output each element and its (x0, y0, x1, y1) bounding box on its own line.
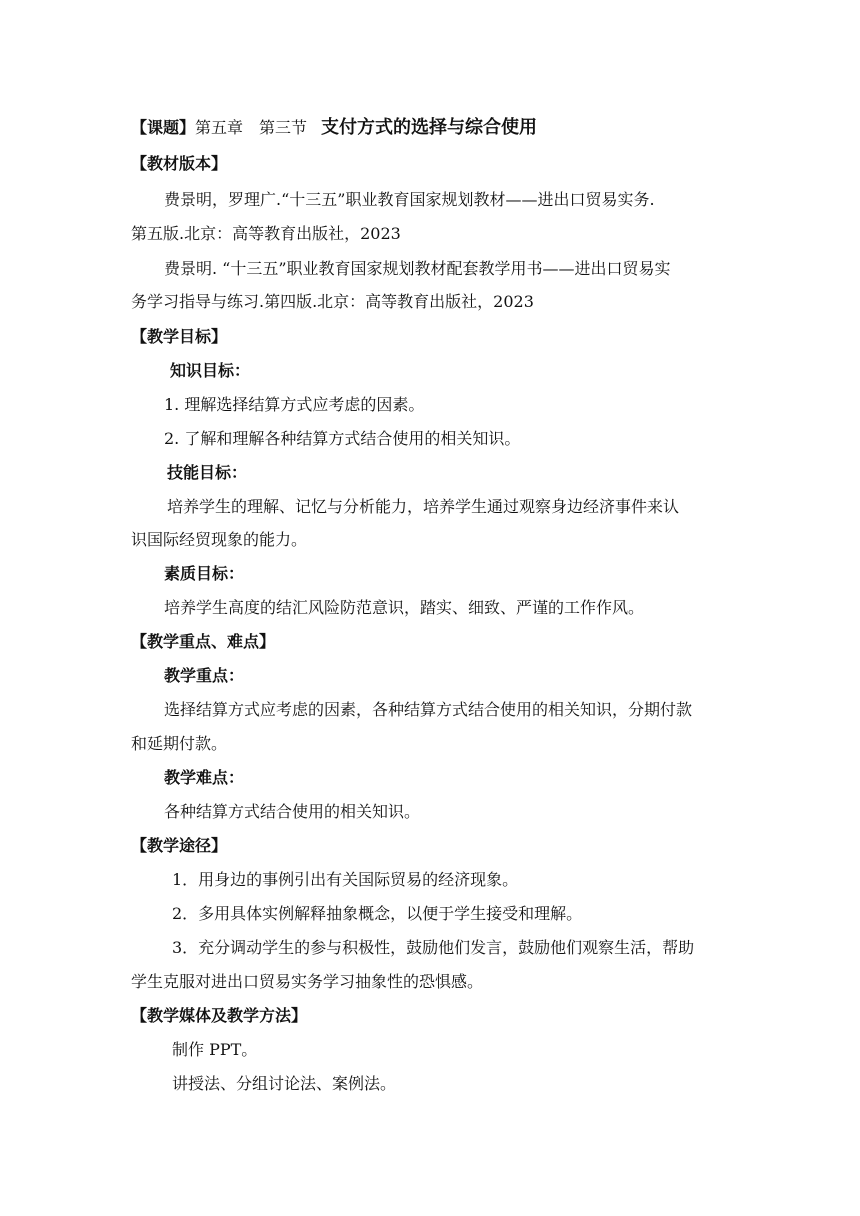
section-heading-textbook: 【教材版本】 (131, 154, 228, 173)
approach-item-line1: 3．充分调动学生的参与积极性，鼓励他们发言，鼓励他们观察生活，帮助 (172, 938, 695, 957)
textbook-ref2-line2: 务学习指导与练习.第四版.北京：高等教育出版社，2023 (131, 292, 534, 311)
textbook-ref1-line2: 第五版.北京：高等教育出版社，2023 (131, 224, 401, 243)
difficulty-label: 教学难点： (164, 768, 245, 787)
focus-text-line1: 选择结算方式应考虑的因素，各种结算方式结合使用的相关知识，分期付款 (164, 700, 693, 719)
focus-label: 教学重点： (164, 666, 245, 685)
approach-item: 2．多用具体实例解释抽象概念，以便于学生接受和理解。 (172, 904, 583, 923)
section-heading-keypoints: 【教学重点、难点】 (131, 632, 276, 651)
knowledge-item: 1. 理解选择结算方式应考虑的因素。 (164, 395, 425, 414)
section-heading-objectives: 【教学目标】 (131, 327, 228, 346)
quality-label: 素质目标： (164, 564, 245, 583)
quality-text: 培养学生高度的结汇风险防范意识，踏实、细致、严谨的工作作风。 (164, 598, 645, 617)
title-lead: 【课题】 (131, 118, 196, 137)
knowledge-label: 知识目标： (170, 361, 251, 380)
difficulty-text: 各种结算方式结合使用的相关知识。 (164, 802, 421, 821)
skill-label: 技能目标： (167, 463, 248, 482)
section-heading-approach: 【教学途径】 (131, 836, 228, 855)
lesson-title (131, 117, 537, 139)
section-heading-media: 【教学媒体及教学方法】 (131, 1006, 308, 1025)
skill-text-line2: 识国际经贸现象的能力。 (131, 530, 308, 549)
textbook-ref1-line1: 费景明，罗理广.“十三五”职业教育国家规划教材——进出口贸易实务. (164, 190, 655, 209)
media-text-line2: 讲授法、分组讨论法、案例法。 (172, 1074, 397, 1093)
title-main: 支付方式的选择与综合使用 (321, 117, 538, 138)
approach-item-line2: 学生克服对进出口贸易实务学习抽象性的恐惧感。 (131, 972, 484, 991)
textbook-ref2-line1: 费景明. “十三五”职业教育国家规划教材配套教学用书——进出口贸易实 (164, 259, 671, 278)
title-chapter: 第五章 第三节 (195, 118, 308, 137)
media-text-line1: 制作 PPT。 (172, 1040, 258, 1059)
skill-text-line1: 培养学生的理解、记忆与分析能力，培养学生通过观察身边经济事件来认 (167, 497, 680, 516)
focus-text-line2: 和延期付款。 (131, 734, 228, 753)
approach-item: 1．用身边的事例引出有关国际贸易的经济现象。 (172, 870, 519, 889)
knowledge-item: 2. 了解和理解各种结算方式结合使用的相关知识。 (164, 429, 521, 448)
